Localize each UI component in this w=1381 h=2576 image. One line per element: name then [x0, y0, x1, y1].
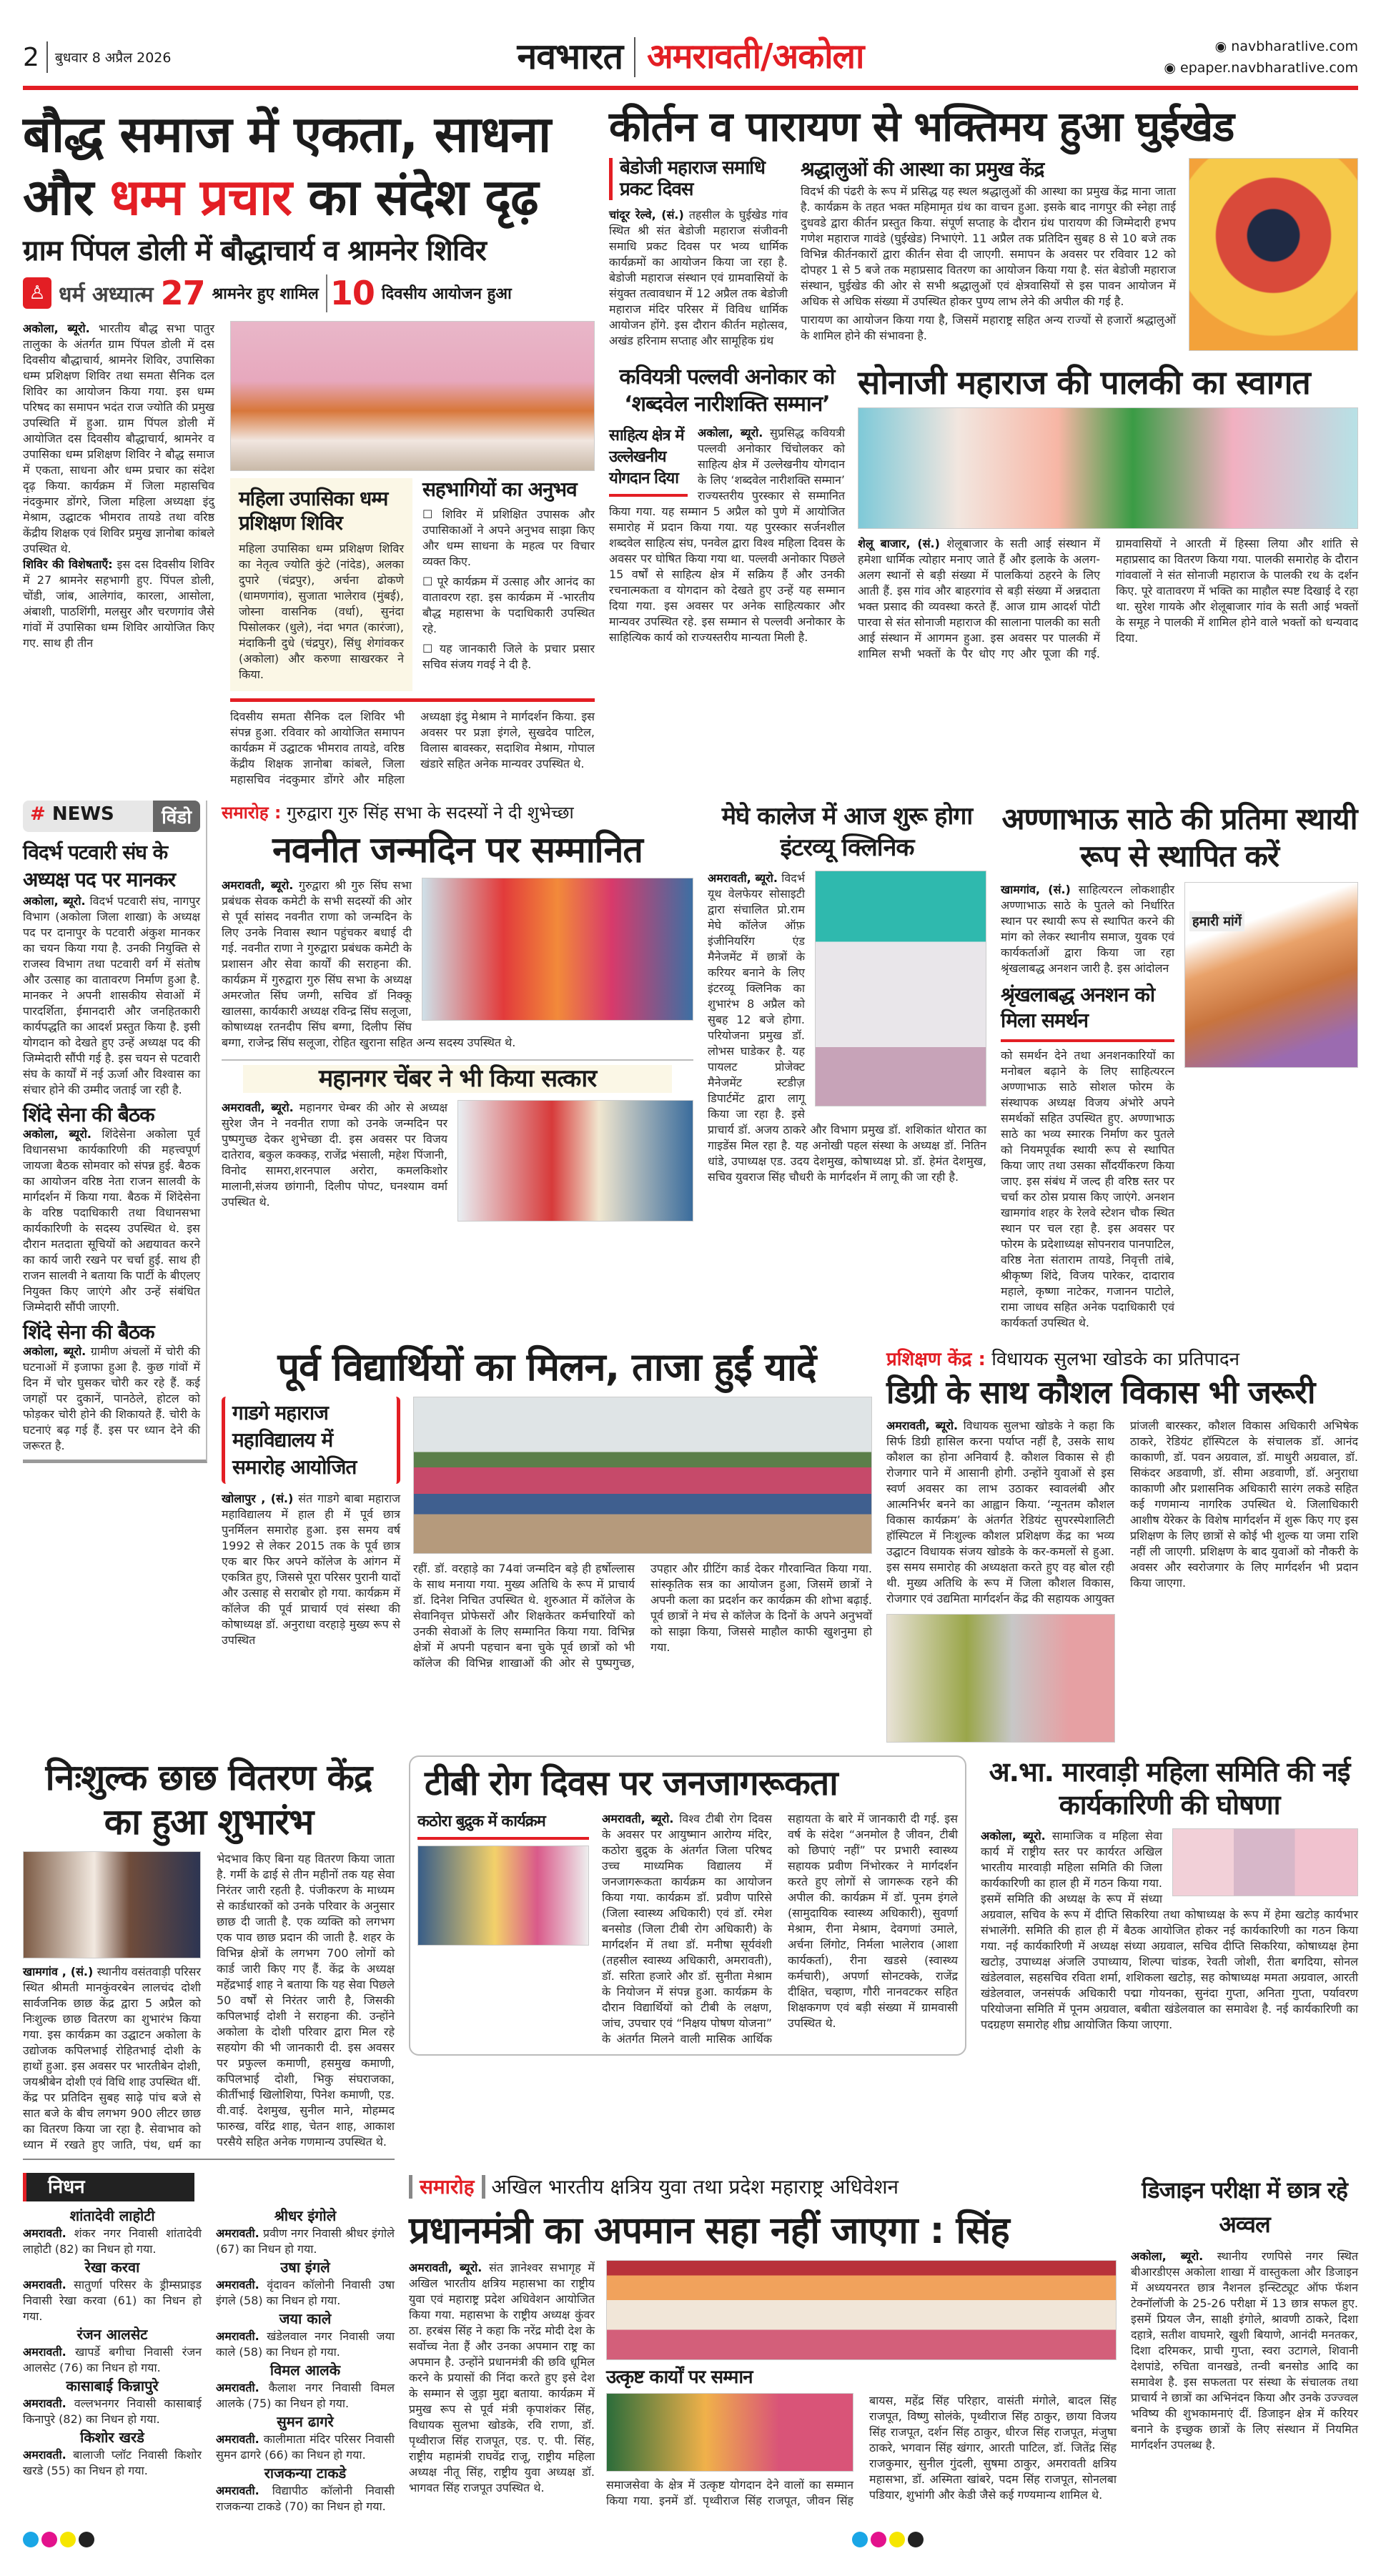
obituary-item: उषा इंगले अमरावती. वृंदावन कॉलोनी निवासी उषा इंगले (58) का निधन हो गया. [216, 2259, 395, 2308]
headline: अण्णाभाऊ साठे की प्रतिमा स्थायी रूप से स्थापित करें [1001, 801, 1357, 873]
photo-buttermilk-distribution [23, 1851, 201, 1958]
obituary-item: शांतादेवी लाहोटी अमरावती. शंकर नगर निवासी शांतादेवी लाहोटी (82) का निधन हो गया. [23, 2207, 202, 2257]
stat-label: दिवसीय आयोजन हुआ [381, 285, 512, 304]
divider [46, 41, 48, 73]
article-alumni [222, 1345, 872, 1671]
photo-chamber-felicitation [457, 1100, 693, 1222]
headline: निःशुल्क छाछ वितरण केंद्र का हुआ शुभारंभ [45, 1757, 372, 1843]
kicker: समारोह : गुरुद्वारा गुरु सिंह सभा के सदस्यों ने दी शुभेच्छा [222, 802, 574, 823]
photo-college-building [815, 871, 986, 1106]
article-buddh-samaj [23, 103, 595, 788]
article-kaviyatri [609, 364, 845, 645]
obituary-item: विमल आलके अमरावती. कैलाश नगर निवासी विमल आलके (75) का निधन हो गया. [216, 2362, 395, 2411]
edition-name: अमरावती/अकोला [647, 36, 864, 77]
obituary-item: रंजन आलसेट अमरावती. खापर्डे बगीचा निवासी रंजन आलसेट (76) का निधन हो गया. [23, 2326, 202, 2375]
subheadline: उत्कृष्ट कार्यों पर सम्मान [606, 2367, 753, 2389]
list-item: ☐ पूरे कार्यक्रम में उत्साह और आनंद का वातावरण रहा. इस कार्यक्रम में -भारतीय बौद्ध महासभा के पदाधिकारी उपस्थित रहे. [422, 575, 595, 636]
article-body: खामगांव, (सं.) साहित्यरत्न लोकशाहीर अण्णाभाऊ साठे के पुतले को निर्धारित स्थान पर स्थायी रूप से स्थापित करने की मांग को लेकर स्थानीय समाज, युवक एवं कार्यकर्ताओं द्वारा किया जा रहा श्रृंखलाबद्ध अनशन जारी है. इस आंदोलन [1001, 882, 1174, 975]
info-box-experience: सहभागियों का अनुभव ☐ शिविर में प्रशिक्षित उपासक और उपासिकाओं ने अपने अनुभव साझा किए और धम्म साधना के महत्व पर विचार व्यक्त किए. ☐ पूरे कार्यक्रम में उत्साह और आनंद का वातावरण रहा. इस कार्यक्रम में -भारतीय बौद्ध महासभा के पदाधिकारी उपस्थित रहे. ☐ यह जानकारी जिले के प्रचार प्रसार सचिव संजय गवई ने दी है. [422, 477, 595, 672]
subheading: श्रद्धालुओं की आस्था का प्रमुख केंद्र [801, 157, 1044, 181]
article-meghe-college [708, 801, 986, 1185]
photo-alumni-group [413, 1397, 872, 1554]
article-sonaji [858, 364, 1358, 662]
article-body: अमरावती, ब्यूरो. विदर्भ यूथ वेलफेयर सोसाइटी द्वारा संचालित प्रो.राम मेघे कॉलेज ऑफ़ इंजीनियरिंग एंड मैनेजमेंट में छात्रों के करियर बनाने के लिए इंटरव्यू क्लिनिक का शुभारंभ 8 अप्रैल को सुबह 12 बजे होगा. परियोजना प्रमुख डॉ. लोभस घाडेकर है. यह पायलट प्रोजेक्ट मैनेजमेंट स्टडीज़ डिपार्टमेंट द्वारा लागू किया जा रहा है. इसे प्राचार्य डॉ. अजय ठाकरे और विभाग प्रमुख डॉ. शशिकांत थोरात का गाइडेंस मिल रहा है. यह अनोखी पहल संस्था के अध्यक्ष डॉ. नितिन धांडे, उपाध्यक्ष एड. उदय देशमुख, कोषाध्यक्ष प्रो. डॉ. हेमंत देशमुख, सचिव युवराज सिंह चौधरी के मार्गदर्शन में लागू की जा रही है. [708, 871, 986, 1184]
section-tag: धर्म अध्यात्म [59, 282, 154, 307]
sub-article-mahanagar [222, 1059, 693, 1227]
article-kirtan [609, 103, 1358, 351]
obituary-item: किशोर खरडे अमरावती. बालाजी प्लॉट निवासी किशोर खरडे (55) का निधन हो गया. [23, 2429, 202, 2478]
photo-monks-camp [230, 321, 595, 471]
article-body: खामगांव , (सं.) स्थानीय वसंतवाड़ी परिसर स्थित श्रीमती मानकुंवरबेन लालचंद दोशी सार्वजनिक छाछ केंद्र द्वारा 5 अप्रैल को निःशुल्क छाछ वितरण का शुभारंभ किया गया. इस कार्यक्रम का उद्घाटन अकोला के उद्योजक कपिलभाई रोहितभाई दोशी के हाथों हुआ. इस अवसर पर भारतीबेन दोशी, जयश्रीबेन दोशी एवं विधि शाह उपस्थित थीं. केंद्र पर प्रतिदिन सुबह साढ़े पांच बजे से सात बजे के बीच लगभग 900 लीटर छाछ का वितरण किया जा रहा है. सेवाभाव को ध्यान में रखते हुए जाति, पंथ, धर्म का भेदभाव किए बिना यह वितरण किया जाता है. गर्मी के ढाई से तीन महीनों तक यह सेवा निरंतर जारी रहती है. पंजीकरण के माध्यम से कार्डधारकों को उनके परिवार के अनुसार छाछ दी जाती है. एक व्यक्ति को लगभग एक पाव छाछ प्रदान की जाती है. शहर के विभिन्न क्षेत्रों के लगभग 700 लोगों को कार्ड जारी किए गए हैं. केंद्र के अध्यक्ष महेंद्रभाई शाह ने बताया कि यह सेवा पिछले 50 वर्षों से निरंतर जारी है, जिसकी कपिलभाई दोशी ने सराहना की. उन्होंने अकोला के दोशी परिवार द्वारा मिल रहे सहयोग की भी जानकारी दी. इस अवसर पर प्रफुल्ल कमाणी, हसमुख कमाणी, कपिलभाई दोशी, भिकु संघराजका, कीर्तीभाई खिलोशिया, पिनेश कमाणी, एड. वी.वाई. देशमुख, सुनील माने, मोहम्मद फारुख, वरिंद्र शाह, चेतन शाह, आकाश परसैये सहित अनेक गणमान्य उपस्थित थे. [23, 1852, 395, 2152]
info-box-mahila: महिला उपासिका धम्म प्रशिक्षण शिविर महिला उपासिका धम्म प्रशिक्षण शिविर का नेतृत्व ज्योति कुंटे (नांदेड), अलका दुपारे (चंद्रपुर), अर्चना ढोकणे (धामणगांव), सुजाता भालेराव (मुंबई), जोस्ना वासनिक (वर्धा), सुनंदा पिसोलकर (धुले), नंदा भगत (कारंजा), मंदाकिनी दुधे (चंद्रपुर), सिंधु शेगांवकर (अकोला) और करुणा साखरकर ने किया. [230, 478, 412, 691]
article-body-continued: दिवसीय समता सैनिक दल शिविर भी संपन्न हुआ. रविवार को आयोजित समापन कार्यक्रम में उद्घाटक भीमराव तायडे, वरिष्ठ केंद्रीय शिक्षक ज्ञानोबा कांबले, जिला महासचिव नंदकुमार डोंगरे और महिला अध्यक्षा इंदु मेश्राम ने मार्गदर्शन किया. इस अवसर पर प्रज्ञा इंगले, सुखदेव पाटिल, विलास बावस्कर, सदाशिव मेश्राम, गोपाल खंडारे सहित अनेक मान्यवर उपस्थित थे. [230, 709, 595, 786]
obituary-item: जया काले अमरावती. खंडेलवाल नगर निवासी जया काले (58) का निधन हो गया. [216, 2310, 395, 2359]
side-heading: गाडगे महाराज महाविद्यालय में समारोह आयोजित [222, 1397, 400, 1484]
story-body: अकोला, ब्यूरो. शिंदेसेना अकोला पूर्व विधानसभा कार्यकारिणी की महत्त्वपूर्ण जायजा बैठक सोमवार को संपन्न हुई. बैठक का आयोजन वरिष्ठ नेता राजन सालवी के मार्गदर्शन में किया गया. बैठक में शिंदेसेना के वरिष्ठ पदाधिकारी तथा विधानसभा कार्यकारिणी के सदस्य उपस्थित थे. इस दौरान मतदाता सूचियों को अद्ययावत करने का कार्य जारी रखने पर चर्चा हुई. साथ ही राजन सालवी ने बताया कि पार्टी के बीएलए नियुक्त किए जाएंगे और उन्हें संबंधित जिम्मेदारी सौंपी जाएगी. [23, 1127, 200, 1314]
article-body: अमरावती, ब्यूरो. विधायक सुलभा खोडके ने कहा कि सिर्फ डिग्री हासिल करना पर्याप्त नहीं है, उसके साथ कौशल का होना अनिवार्य है. कौशल विकास से ही रोजगार पाने में आसानी होगी. उन्होंने युवाओं से इस स्वर्ण अवसर का लाभ उठाकर स्वावलंबी और आत्मनिर्भर बनने का आह्वान किया. ‘न्यूनतम कौशल विकास कार्यक्रम’ के अंतर्गत रेडियंट सुपरस्पेशालिटी हॉस्पिटल में निःशुल्क कौशल प्रशिक्षण केंद्र का भव्य उद्घाटन विधायक संजय खोडके के कर-कमलों से हुआ. इस समय समारोह की अध्यक्षता करते हुए वह बोल रही थी. मुख्य अतिथि के रूप में जिला कौशल विकास, रोजगार एवं उद्यमिता मार्गदर्शन केंद्र की सहायक आयुक्त प्रांजली बारस्कर, कौशल विकास अधिकारी अभिषेक ठाकरे, रेडियंट हॉस्पिटल के संचालक डॉ. आनंद काकाणी, डॉ. पवन अग्रवाल, डॉ. माधुरी अग्रवाल, डॉ. सिकंदर अडवाणी, डॉ. सीमा अडवाणी, डॉ. अनुराधा काकाणी और प्रशासनिक अधिकारी सारंग लकडे सहित कई गणमान्य नागरिक उपस्थित थे. जिलाधिकारी आशीष येरेकर के विशेष मार्गदर्शन में शुरू किए गए इस प्रशिक्षण के लिए छात्रों से कोई भी शुल्क या जमा राशि नहीं ली जाएगी. प्रशिक्षण के बाद युवाओं को नौकरी के अवसर और स्वरोजगार के लिए मार्गदर्शन भी प्रदान किया जाएगा. [886, 1419, 1358, 1606]
sub-body: अमरावती, ब्यूरो. महानगर चेम्बर की ओर से अध्यक्ष सुरेश जैन ने नवनीत राणा को उनके जन्मदिन पर पुष्पगुच्छ देकर शुभेच्छा दी. इस अवसर पर विजय दातेराव, बकुल कक्कड़, राजेंद्र भंसाली, महेश पिंजानी, विनोद सामरा,शरनपाल अरोरा, कमलकिशोर मालानी,संजय छांगानी, दिलीप पोपट, घनश्याम वर्मा उपस्थित थे. [222, 1100, 693, 1227]
article-kshatriya-adhiveshan [409, 2173, 1117, 2509]
kicker: प्रशिक्षण केंद्र : विधायक सुलभा खोडके का प्रतिपादन [886, 1348, 1240, 1370]
sub-body: समाजसेवा के क्षेत्र में उत्कृष्ट योगदान देने वालों का सम्मान किया गया. इनमें डॉ. पृथ्वीराज सिंह राजपूत, जीवन सिंह बायस, महेंद्र सिंह परिहार, वासंती मंगोले, बादल सिंह राजपूत, विष्णु सोलंके, पृथ्वीराज सिंह ठाकुर, छाया विजय सिंह राजपूत, दर्शन सिंह ठाकुर, धीरज सिंह राजपूत, मंजुषा ठाकरे, भगवान सिंह खंगार, आरती पाटिल, डॉ. जितेंद्र सिंह राजकुमार, सुनील गुंदली, सुषमा ठाकुर, अमरावती क्षत्रिय महासभा, डॉ. अस्मिता खांबरे, पदम सिंह राजपूत, सोनलबा पडियार, शुभांगी और केडी जैसे कई गण्यमान्य शामिल थे. [606, 2394, 1117, 2508]
headline: बौद्ध समाज में एकता, साधना और धम्म प्रचार का संदेश दृढ़ [23, 105, 551, 227]
side-heading: साहित्य क्षेत्र में उल्लेखनीय योगदान दिया [609, 425, 688, 497]
article-body: विदर्भ की पंढरी के रूप में प्रसिद्ध यह स्थल श्रद्धालुओं की आस्था का प्रमुख केंद्र माना जाता है. कार्यक्रम के तहत भक्त महिमामृत ग्रंथ का वाचन हुआ. इसके बाद नागपुर की स्नेहा ताई दुधवडे द्वारा कीर्तन प्रस्तुत किया. संपूर्ण सप्ताह के दौरान ग्रंथ पारायण की जिम्मेदारी हभप गणेश महाराज गावंडे (घुईखेड) निभाएंगे. 11 अप्रैल तक प्रतिदिन सुबह 8 से 10 बजे तक विभिन्न कीर्तनकारों द्वारा कीर्तन सेवा दी जाएगी. समापन के अवसर पर रविवार 12 को दोपहर 1 से 5 बजे तक महाप्रसाद वितरण का आयोजन किया गया है. संत बेडोजी महाराज संस्थान, घुईखेड की ओर से सभी श्रद्धालुओं एवं क्षेत्रवासियों से इस पावन आयोजन में अधिक से अधिक संख्या में उपस्थित होकर पुण्य लाभ लेने की अपील की गई है. [801, 184, 1176, 308]
headline: पूर्व विद्यार्थियों का मिलन, ताजा हुईं यादें [277, 1344, 816, 1389]
article-body-continued: को समर्थन देने तथा अनशनकारियों का मनोबल बढ़ाने के लिए साहित्यरत्न अण्णाभाऊ साठे सोशल फोरम के संस्थापक अध्यक्ष विजय अंभोरे अपने समर्थकों सहित उपस्थित हुए. अण्णाभाऊ साठे का भव्य स्मारक निर्माण कर पुतले को नियमपूर्वक स्थायी रूप से स्थापित किया जाए तथा उसका सौंदर्यीकरण किया जाए. इस संबंध में जल्द ही वरिष्ठ स्तर पर चर्चा कर ठोस प्रयास किए जाएंगे. अनशन खामगांव शहर के रेलवे स्टेशन चौक स्थित स्थान पर चल रहा है. इस अवसर पर फोरम के प्रदेशाध्यक्ष सोपनराव पानपाटिल, वरिष्ठ नेता संताराम तायडे, निवृत्ती तांबे, श्रीकृष्ण शिंदे, विजय पारेकर, दादाराव महाले, कृष्णा नाटेकर, गजानन पाटोले, रामा जाधव सहित अनेक पदाधिकारी एवं कार्यकर्ता उपस्थित थे. [1001, 1048, 1174, 1329]
side-body: चांदूर रेल्वे, (सं.) तहसील के घुईखेड गांव स्थित श्री संत बेडोजी महाराज संजीवनी समाधि प्रकट दिवस पर भव्य धार्मिक कार्यक्रमों का आयोजन किया जा रहा है. बेडोजी महाराज संस्थान एवं ग्रामवासियों के संयुक्त तत्वावधान में 12 अप्रैल तक बेडोजी महाराज मंदिर परिसर में विविध धार्मिक आयोजन होंगे. इस दौरान कीर्तन महोत्सव, अखंड हरिनाम सप्ताह और सामूहिक ग्रंथ [609, 208, 788, 348]
headline: कीर्तन व पारायण से भक्तिमय हुआ घुईखेड [609, 102, 1234, 151]
photo-vitthal-idol [1189, 158, 1358, 351]
page-number: 2 [23, 42, 39, 72]
subheadline: श्रृंखलाबद्ध अनशन को मिला समर्थन [1001, 982, 1174, 1042]
article-body: अकोला, ब्यूरो. स्थानीय रणपिसे नगर स्थित बीआरडीएस अकोला शाखा में वास्तुकला और डिजाइन में अध्ययनरत छात्र नैशनल इन्स्टिट्यूट ऑफ फॅशन टेक्नॉलॉजी के 25-26 परीक्षा में 13 छात्र सफल हुए. इसमें प्रियल जैन, साक्षी इंगोले, श्रावणी ठाकरे, दिशा दहात्रे, सतीश वाघमारे, खुशी बियाणे, आनंदी मनतकर, दिशा दरिमकर, प्राची गुप्ता, स्वरा उटागले, शिवानी देशपांडे, रुचिता वानखडे, तन्वी बनसोड आदि का समावेश है. इस सफलता पर संस्था के संचालक तथा प्राचार्य ने छात्रों का अभिनंदन किया और उनके उज्ज्वल भविष्य की शुभकामनाएं दीं. डिजाइन क्षेत्र में करियर बनाने के इच्छुक छात्रों के लिए संस्थान में नियमित मार्गदर्शन उपलब्ध है. [1131, 2249, 1358, 2452]
article-body: खोलापुर , (सं.) संत गाडगे बाबा महाराज महाविद्यालय में हाल ही में पूर्व छात्र पुनर्मिलन समारोह हुआ. इस समय वर्ष 1992 से लेकर 2015 तक के पूर्व छात्र एक बार फिर अपने कॉलेज के आंगन में एकत्रित हुए, जिससे पूरा परिसर पुरानी यादों और उत्साह से सराबोर हो गया. कार्यक्रम में कॉलेज की पूर्व प्राचार्य एवं संस्था की कोषाध्यक्ष डॉ. अनुराधा वरहाड़े मुख्य रूप से उपस्थित [222, 1491, 400, 1647]
headline: शिंदे सेना की बैठक [23, 1102, 154, 1126]
illustration-protest-fists [1184, 882, 1358, 1068]
article-body: अकोला, ब्यूरो. सामाजिक व महिला सेवा कार्य में राष्ट्रीय स्तर पर कार्यरत अखिल भारतीय मारवाड़ी महिला समिति की जिला कार्यकारिणी का हाल ही में गठन किया गया. इसमें समिति की अध्यक्ष के रूप में संध्या अग्रवाल, सचिव के रूप में दीप्ति सिकरिया तथा कोषाध्यक्ष के रूप में हेमा खटोड़ कार्यभार संभालेंगी. समिति की हाल ही में बैठक आयोजित होकर नई कार्यकारिणी का गठन किया गया. नई कार्यकारिणी में अध्यक्ष संध्या अग्रवाल, सचिव दीप्ति सिकरिया, कोषाध्यक्ष हेमा खटोड़, उपाध्यक्ष अंजलि उपाध्याय, शिल्पा चांडक, रेवती जोशी, रीता बगदिया, सोनल खंडेलवाल, सहसचिव रविता शर्मा, शशिकला खटोड़, सह कोषाध्यक्ष ममता अग्रवाल, आरती खंडेलवाल, जनसंपर्क अधिकारी पद्मा गोयनका, सुनंदा गुप्ता, अनिता गुप्ता, पर्यावरण परियोजना समिति में पूनम अग्रवाल, बबीता खंडेलवाल का समावेश है. नई कार्यकारिणी का पदग्रहण समारोह शीघ्र आयोजित किया जाएगा. [981, 1829, 1358, 2032]
article-body: शेलू बाजार, (सं.) शेलूबाजार के सती आई संस्थान में हमेशा धार्मिक त्योहार मनाए जाते हैं और इलाके के अलग-अलग स्थानों से बड़ी संख्या में पालकियां ठहरने के लिए आती हैं. इस गांव और बाहरगांव से बड़ी संख्या में अन्नदाता भक्त प्रसाद की व्यवस्था करते हैं. आज ग्राम आदर्श पोटी पारवा से संत सोनाजी महाराज की सालाना पालकी का सती आई संस्थान में आगमन हुआ. इस अवसर पर पालकी में शामिल सभी भक्तों के पैर धोए गए और पूजा की गई. ग्रामवासियों ने आरती में हिस्सा लिया और शांति से महाप्रसाद का वितरण किया गया. पालकी समारोह के दौरान गांववालों ने संत सोनाजी महाराज के पालकी रथ के दर्शन किए. पूरे वातावरण में भक्ति का माहौल स्पष्ट दिखाई दे रहा था. सुरेश गायके और शेलूबाजार गांव के सती आई भक्तों के समूह ने पालकी में शामिल होने वाले भक्तों को धन्यवाद दिया. [858, 536, 1358, 660]
article-skill-development [886, 1345, 1358, 1743]
headline: शिंदे सेना की बैठक [23, 1320, 154, 1344]
epaper-link[interactable]: ◉ epaper.navbharatlive.com [1164, 60, 1358, 76]
article-buttermilk-centre [23, 1755, 395, 2160]
headline: कवियत्री पल्लवी अनोकार को ‘शब्दवेल नारीशक्ति सम्मान’ [619, 364, 835, 417]
article-body: अमरावती, ब्यूरो. संत ज्ञानेश्वर सभागृह में अखिल भारतीय क्षत्रिय महासभा का राष्ट्रीय युवा एवं महाराष्ट्र प्रदेश अधिवेशन आयोजित किया गया. महासभा के राष्ट्रीय अध्यक्ष कुंवर ठा. हरबंस सिंह ने कहा कि नरेंद्र मोदी देश के सर्वोच्च नेता हैं और उनका अपमान राष्ट्र का अपमान है. उन्होंने प्रधानमंत्री की छवि धूमिल करने के प्रयासों की निंदा करते हुए इसे देश के सम्मान से जुड़ा मुद्दा बताया. कार्यक्रम में प्रमुख रूप से पूर्व मंत्री कृपाशंकर सिंह, विधायक सुलभा खोडके, रवि राणा, डॉ. पृथ्वीराज सिंह राजपूत, एड. ए. पी. सिंह, राष्ट्रीय महामंत्री राघवेंद्र राजू, राष्ट्रीय महिला अध्यक्ष नीतू सिंह, राष्ट्रीय युवा अध्यक्ष डॉ. भागवत सिंह राजपूत उपस्थित थे. [409, 2261, 595, 2495]
obituary-item: कासाबाई किन्नापुरे अमरावती. वल्लभनगर निवासी कासाबाई किनापुरे (82) का निधन हो गया. [23, 2377, 202, 2427]
photo-students-banner [417, 1846, 589, 1946]
list-item: ☐ शिविर में प्रशिक्षित उपासक और उपासिकाओं ने अपने अनुभव साझा किए और धम्म साधना के महत्व पर विचार व्यक्त किए. [422, 507, 595, 569]
side-heading: बेडोजी महाराज समाधि प्रकट दिवस [609, 158, 788, 201]
stat-number: 10 [326, 274, 375, 312]
photo-speaker-podium [886, 1614, 1115, 1743]
article-tb-awareness [409, 1755, 966, 2055]
print-registration-marks [852, 2532, 924, 2547]
obituary-item: श्रीधर इंगोले अमरावती. प्रवीण नगर निवासी श्रीधर इंगोले (67) का निधन हो गया. [216, 2207, 395, 2257]
obituary-item: राजकन्या टाकडे अमरावती. विद्यापीठ कॉलोनी निवासी राजकन्या टाकडे (70) का निधन हो गया. [216, 2464, 395, 2514]
list-item: ☐ यह जानकारी जिले के प्रचार प्रसार सचिव संजय गवई ने दी है. [422, 642, 595, 672]
photo-palki-procession [858, 407, 1358, 529]
section-banner: निधन [23, 2173, 194, 2201]
headline: नवनीत जन्मदिन पर सम्मानित [272, 828, 643, 871]
article-body: अकोला, ब्यूरो. भारतीय बौद्ध सभा पातुर तालुका के अंतर्गत ग्राम पिंपल डोली में दस दिवसीय बौद्धाचार्य, श्रामनेर शिविर, उपासिका धम्म प्रशिक्षण शिविर तथा समता सैनिक दल शिविर का आयोजन किया गया. इस धम्म परिषद का समापन भदंत राज ज्योति की प्रमुख उपस्थिति में हुआ. ग्राम पिंपल डोली में आयोजित दस दिवसीय बौद्धाचार्य, श्रामनेर व उपासिका धम्म प्रशिक्षण शिविर ने बौद्ध समाज में एकता, साधना और धम्म प्रचार का संदेश दृढ़ किया. कार्यक्रम में जिला महासचिव नंदकुमार डोंगरे, जिला महिला अध्यक्षा इंदु मेश्राम, उद्घाटक भीमराव तायडे तथा वरिष्ठ केंद्रीय शिक्षक एवं शिविर प्रमुख ज्ञानोबा कांबले उपस्थित थे. शिविर की विशेषताएँ: इस दस दिवसीय शिविर में 27 श्रामनेर सहभागी हुए. पिंपल डोली, चोंडी, जांब, आलेगांव, कारला, आसोला, अंबाशी, पाठशिंगी, मलसुर और चरणगांव जैसे गांवों में उपासिका धम्म शिविर आयोजित किए गए. साथ ही तीन [23, 321, 215, 650]
issue-date: बुधवार 8 अप्रैल 2026 [54, 50, 172, 66]
article-body: साहित्य क्षेत्र में उल्लेखनीय योगदान दिया अकोला, ब्यूरो. सुप्रसिद्ध कवियत्री पल्लवी अनोकार चिंचोलकर को साहित्य क्षेत्र में उल्लेखनीय योगदान के लिए ‘शब्दवेल नारीशक्ति सम्मान’ राज्यस्तरीय पुरस्कार से सम्मानित किया गया. यह सम्मान 5 अप्रैल को पुणे में आयोजित समारोह में प्रदान किया गया. यह पुरस्कार सर्जनशील शब्दवेल साहित्य संघ, पनवेल द्वारा विश्व महिला दिवस के अवसर पर घोषित किया गया था. पल्लवी अनोकार पिछले 15 वर्षों से साहित्य क्षेत्र में सक्रिय हैं और उनकी रचनात्मकता व योगदान को देखते हुए उन्हें यह सम्मान दिया गया. इस अवसर पर अनेक साहित्यकार और मान्यवर उपस्थित रहे. इस सम्मान से पल्लवी अनोकार के साहित्यिक कार्य को राज्यस्तरीय मान्यता मिली है. [609, 425, 846, 644]
subheadline: महानगर चेंबर ने भी किया सत्कार [243, 1065, 672, 1093]
photo-felicitation [606, 2393, 853, 2472]
article-design-exam [1131, 2173, 1358, 2453]
side-heading: कठोरा बुद्रुक में कार्यक्रम [417, 1811, 589, 1840]
headline: सोनाजी महाराज की पालकी का स्वागत [858, 362, 1310, 402]
news-badge: # NEWS विंडो [23, 801, 200, 832]
headline: मेघे कालेज में आज शुरू होगा इंटरव्यू क्लिनिक [721, 801, 973, 862]
article-body-continued: रहीं. डॉ. वरहाड़े का 74वां जन्मदिन बड़े ही हर्षोल्लास के साथ मनाया गया. मुख्य अतिथि के रूप में प्राचार्य डॉ. दिनेश निचित उपस्थित थे. शुरुआत में कॉलेज के सेवानिवृत्त प्रोफेसरों और शिक्षकेतर कर्मचारियों को उनकी सेवाओं के लिए सम्मानित किया गया. विभिन्न क्षेत्रों में अपनी पहचान बना चुके पूर्व छात्रों को भी कॉलेज की विभिन्न शाखाओं की ओर से पुष्पगुच्छ, उपहार और ग्रीटिंग कार्ड देकर गौरवान्वित किया गया. सांस्कृतिक सत्र का आयोजन हुआ, जिसमें छात्रों ने अपनी कला का प्रदर्शन कर कार्यक्रम की शोभा बढ़ाई. पूर्व छात्रों ने मंच से कॉलेज के दिनों के अपने अनुभवों को साझा किया, जिससे माहौल काफी खुशनुमा हो गया. [413, 1561, 872, 1670]
photo-convention-stage [606, 2260, 1117, 2360]
headline: विदर्भ पटवारी संघ के अध्यक्ष पद पर मानकर [23, 840, 176, 891]
subheadline: ग्राम पिंपल डोली में बौद्धाचार्य व श्रामनेर शिविर [23, 234, 486, 267]
placard-text: हमारी मांगें [1189, 911, 1244, 931]
article-navneet [222, 801, 693, 1228]
stat-label: श्रामनेर हुए शामिल [212, 285, 319, 304]
story-body: अकोला, ब्यूरो. ग्रामीण अंचलों में चोरी की घटनाओं में इजाफा हुआ है. कुछ गांवों में दिन में चोर घुसकर चोरी कर रहे हैं. कई जगहों पर दुकानें, पानठेले, होटल को फोड़कर चोरी होने की शिकायते हैं. चोरी के घटनाएं बढ़ गई हैं. इस पर ध्यान देने की जरूरत है. [23, 1344, 200, 1453]
headline: डिजाइन परीक्षा में छात्र रहे अव्वल [1142, 2176, 1347, 2239]
dharma-icon: ♙ [23, 277, 51, 309]
obituaries-section [23, 2173, 395, 2515]
globe-icon: ◉ [1164, 60, 1181, 76]
obituary-item: सुमन ढागरे अमरावती. कालीमाता मंदिर परिसर निवासी सुमन ढागरे (66) का निधन हो गया. [216, 2413, 395, 2462]
article-annabhau [1001, 801, 1358, 1331]
divider [634, 37, 635, 77]
obituary-item: रेखा करवा अमरावती. सातुर्णा परिसर के ड्रीम्सप्राइड निवासी रेखा करवा (61) का निधन हो गया. [23, 2259, 202, 2324]
stat-number: 27 [160, 274, 205, 312]
headline: टीबी रोग दिवस पर जनजागरूकता [425, 1763, 838, 1804]
photo-office-bearers [1172, 1828, 1358, 1896]
section-rule [230, 698, 595, 702]
page-header [23, 36, 1358, 90]
globe-icon: ◉ [1214, 39, 1232, 54]
headline: डिग्री के साथ कौशल विकास भी जरूरी [886, 1374, 1315, 1411]
website-link[interactable]: ◉ navbharatlive.com [1214, 39, 1358, 54]
story-body: अकोला, ब्यूरो. विदर्भ पटवारी संघ, नागपुर विभाग (अकोला जिला शाखा) के अध्यक्ष पद पर दानापुर के पटवारी अंकुश मानकर का चयन किया गया है. उनकी नियुक्ति से राजस्व विभाग तथा पटवारी वर्ग में संतोष और उत्साह का वातावरण निर्माण हुआ है. मानकर ने अपनी शासकीय सेवाओं में पारदर्शिता, ईमानदारी और जनहितकारी कार्यपद्धति का आदर्श प्रस्तुत किया है. इसी योगदान को देखते हुए उन्हें अध्यक्ष पद की जिम्मेदारी सौंपी गई है. इस चयन से पटवारी संघ के कार्यों में नई ऊर्जा और विश्वास का संचार होने की उम्मीद जताई जा रही है. [23, 893, 200, 1096]
masthead: नवभारत [517, 36, 623, 78]
article-tail: पारायण का आयोजन किया गया है, जिसमें महाराष्ट्र सहित अन्य राज्यों से हजारों श्रद्धालुओं के शामिल होने की संभावना है. [801, 312, 1176, 342]
print-registration-marks [23, 2532, 94, 2547]
article-marwadi-samiti [981, 1755, 1358, 2033]
kicker: समारोह अखिल भारतीय क्षत्रिय युवा तथा प्रदेश महाराष्ट्र अधिवेशन [409, 2173, 1117, 2200]
news-window-column [23, 801, 207, 1463]
photo-birthday-greeting [422, 878, 693, 1021]
headline: प्रधानमंत्री का अपमान सहा नहीं जाएगा : सिंह [409, 2209, 1009, 2253]
article-body: अमरावती, ब्यूरो. गुरुद्वारा श्री गुरु सिंघ सभा प्रबंधक सेवक कमेटी के सभी सदस्यों की ओर से पूर्व सांसद नवनीत राणा को जन्मदिन के लिए उनके निवास स्थान पहुंचकर बधाई दी गई. नवनीत राणा ने गुरुद्वारा प्रबंधक कमेटी के प्रशासन और सेवा कार्यों की सराहना की. कार्यक्रम में गुरुद्वारा गुरु सिंघ सभा के अध्यक्ष अमरजोत सिंघ जग्गी, सचिव डॉ निक्कू खालसा, कार्यकारी अध्यक्ष रविन्द्र सिंघ सलूजा, कोषाध्यक्ष रतनदीप सिंघ बग्गा, दिलीप सिंघ बग्गा, राजेन्द्र सिंघ सलूजा, रोहित खुराना सहित अन्य सदस्य उपस्थित थे. [222, 878, 693, 1051]
headline: अ.भा. मारवाड़ी महिला समिति की नई कार्यकारिणी की घोषणा [989, 1756, 1350, 1821]
article-body: अमरावती, ब्यूरो. विश्व टीबी रोग दिवस के अवसर पर आयुष्मान आरोग्य मंदिर, कठोरा बुद्रुक के अंतर्गत जिला परिषद उच्च माध्यमिक विद्यालय में जनजागरूकता कार्यक्रम का आयोजन किया गया. कार्यक्रम डॉ. प्रवीण पारिसे (जिला स्वास्थ्य अधिकारी) एवं डॉ. रमेश बनसोड (जिला टीबी रोग अधिकारी) के मार्गदर्शन में तथा डॉ. मनीषा सूर्यवंशी (तहसील स्वास्थ्य अधिकारी, अमरावती), डॉ. सरिता हजारे और डॉ. सुनीता मेश्राम के नियोजन में संपन्न हुआ. कार्यक्रम के दौरान विद्यार्थियों को टीबी के लक्षण, जांच, उपचार एवं “निक्षय पोषण योजना” के अंतर्गत मिलने वाली मासिक आर्थिक सहायता के बारे में जानकारी दी गई. इस वर्ष के संदेश “अनमोल है जीवन, टीबी को छिपाएं नहीं” पर प्रभारी स्वास्थ्य सहायक प्रवीण निंभोरकर ने मार्गदर्शन करते हुए लोगों से जागरूक रहने की अपील की. कार्यक्रम में डॉ. पूनम इंगले (सामुदायिक स्वास्थ्य अधिकारी), सुवर्णा मेश्राम, रीना मेश्राम, देवगणां उमाले, अर्चना लिंगोट, निर्मला भालेराव (आशा कार्यकर्ता), रीना खडसे (स्वास्थ्य कर्मचारी), अपर्णा सोनटक्के, राजेंद्र दीक्षित, चव्हाण, गौरी नानवटकर सहित शिक्षकगण एवं बड़ी संख्या में ग्रामवासी उपस्थित थे. [602, 1811, 958, 2046]
